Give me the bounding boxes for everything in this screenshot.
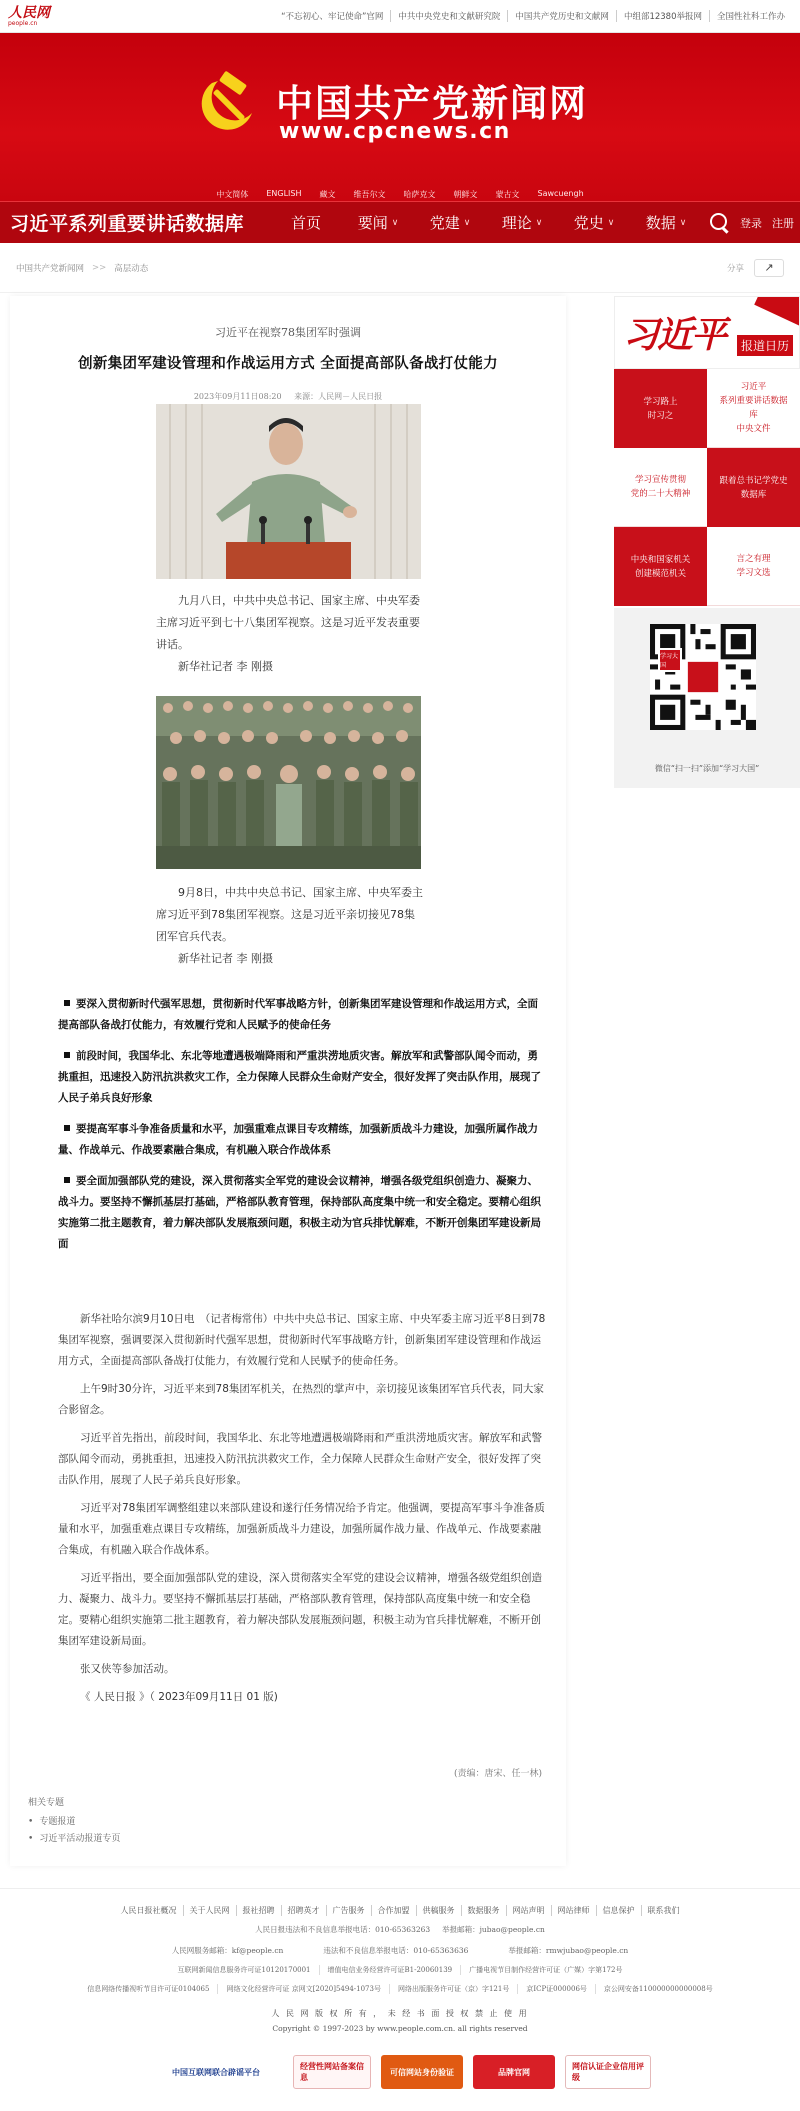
search-icon[interactable] [710, 213, 730, 233]
key-points [58, 994, 548, 1265]
footer-badges [0, 2055, 800, 2089]
related-title: 相关专题 [28, 1798, 65, 1808]
footer-link[interactable]: 报社招聘 [236, 1905, 281, 1916]
article-paragraph: 习近平首先指出，前段时间，我国华北、东北等地遭遇极端降雨和严重洪涝地质灾害。解放军和武警部队闻令而动，勇挑重担，迅速投入防汛抗洪救灾工作，全力保障人民群众生命财产安全，很好发挥了突击队作用，展现了人民子弟兵良好形象。 [58, 1432, 542, 1486]
breadcrumb-home[interactable]: 中国共产党新闻网 [16, 263, 85, 274]
top-link[interactable]: 全国性社科工作办 [709, 10, 792, 22]
topic-tile-label: 言之有理 学习文选 [736, 554, 771, 578]
key-point [58, 994, 548, 1036]
qr-code-icon [650, 624, 756, 730]
footer-license-row [0, 1965, 800, 1975]
qr-caption: 微信“扫一扫”添加“学习大国” [654, 764, 760, 773]
article-source-line: 《 人民日报 》（ 2023年09月11日 01 版) [80, 1691, 278, 1703]
nav-right [710, 213, 800, 233]
speech-photo-image [156, 404, 421, 579]
share-area [727, 259, 784, 277]
license-item[interactable]: 广播电视节目制作经营许可证（广媒）字第172号 [460, 1965, 630, 1975]
site-url: www.cpcnews.cn [279, 119, 511, 144]
chevron-down-icon: ∨ [391, 217, 399, 228]
photo-caption-2 [156, 882, 424, 970]
key-point-text: 要全面加强部队党的建设，深入贯彻落实全军党的建设会议精神，增强各级党组织创造力、凝聚力、战斗力。要坚持不懈抓基层打基础，严格部队教育管理，保持部队高度集中统一和安全稳定。要精心组织实施第二批主题教育，着力解决部队发展瓶颈问题，积极主动为官兵排忧解难，不断开创集团军建设新局面 [58, 1175, 541, 1250]
caption-credit: 新华社记者 李 刚摄 [178, 660, 273, 673]
top-links [274, 10, 792, 22]
nav-item-history[interactable] [558, 202, 630, 243]
site-title: 中国共产党新闻网 [276, 82, 588, 125]
related-item[interactable]: • 习近平活动报道专页 [28, 1831, 120, 1848]
copyright-cn: 人 民 网 版 权 所 有 ， 未 经 书 面 授 权 禁 止 使 用 [271, 2009, 529, 2018]
nav-item-label: 理论 [501, 214, 532, 232]
language-link[interactable]: 哈萨克文 [403, 190, 436, 199]
qr-panel [614, 608, 800, 788]
related-topics [28, 1795, 120, 1848]
footer-link[interactable]: 人民日报社概况 [120, 1906, 177, 1915]
topic-grid [614, 369, 800, 606]
top-bar [0, 0, 800, 33]
top-link[interactable]: 中组部12380举报网 [616, 10, 709, 22]
caption-text: 9月8日，中共中央总书记、国家主席、中央军委主席习近平到78集团军视察。这是习近平亲切接见78集团军官兵代表。 [156, 886, 423, 943]
topic-tile-label: 中央和国家机关 创建模范机关 [630, 554, 691, 579]
topic-tile-label: 学习路上 时习之 [643, 396, 678, 421]
topic-tile-label: 习近平 系列重要讲话数据库 中央文件 [719, 382, 788, 434]
license-item[interactable]: 京ICP证000006号 [517, 1984, 595, 1994]
report-phone: 人民日报违法和不良信息举报电话：010-65363263 [255, 1925, 431, 1934]
breadcrumb-section[interactable]: 高层动态 [114, 263, 149, 274]
calendar-banner[interactable] [614, 296, 800, 369]
login-link[interactable]: 登录 [740, 216, 762, 230]
bullet-icon [64, 1177, 70, 1183]
bullet-icon [64, 1125, 70, 1131]
footer-link[interactable]: 广告服务 [326, 1905, 371, 1916]
caption-credit: 新华社记者 李 刚摄 [178, 952, 273, 965]
sidebar [614, 296, 800, 788]
bullet-icon [64, 1000, 70, 1006]
nav-item-label: 党史 [573, 214, 604, 232]
party-emblem-icon [198, 69, 262, 133]
top-link[interactable]: 中共中央党史和文献研究院 [390, 10, 507, 22]
topic-tile[interactable] [614, 448, 707, 527]
article-container [10, 296, 566, 1866]
article-pretitle: 习近平在视察78集团军时强调 [215, 326, 361, 339]
nav-item-party[interactable] [414, 202, 486, 243]
chevron-down-icon: ∨ [535, 217, 543, 228]
nav-item-label: 要闻 [357, 214, 388, 232]
chevron-down-icon: ∨ [607, 217, 615, 228]
chevron-down-icon: ∨ [463, 217, 471, 228]
article-editor: (责编：唐宋、任一林) [453, 1769, 542, 1779]
key-point-text: 前段时间，我国华北、东北等地遭遇极端降雨和严重洪涝地质灾害。解放军和武警部队闻令而动，勇挑重担，迅速投入防汛抗洪救灾工作，全力保障人民群众生命财产安全，很好发挥了突击队作用，展现了人民子弟兵良好形象 [58, 1050, 541, 1104]
article-paragraph: 张又侠等参加活动。 [80, 1663, 175, 1675]
credit-rating-badge[interactable]: 网信认证企业信用评级 [565, 2055, 651, 2089]
top-link[interactable]: “不忘初心、牢记使命”官网 [281, 12, 384, 22]
article-source[interactable]: 来源：人民网－人民日报 [294, 392, 383, 401]
breadcrumb-separator: >> [92, 262, 107, 273]
article-paragraph: 上午9时30分许，习近平来到78集团军机关，在热烈的掌声中，亲切接见该集团军官兵代表，同大家合影留念。 [58, 1383, 544, 1416]
chevron-down-icon: ∨ [679, 217, 687, 228]
language-link[interactable]: 藏文 [319, 190, 336, 199]
brand-site-badge[interactable]: 品牌官网 [473, 2055, 555, 2089]
footer-link[interactable]: 网站声明 [506, 1905, 551, 1916]
site-footer [0, 1888, 800, 2111]
photo-caption-1 [156, 590, 424, 678]
license-item[interactable]: 网络出版服务许可证（京）字121号 [389, 1984, 517, 1994]
footer-link[interactable]: 招聘英才 [281, 1905, 326, 1916]
license-item[interactable]: 信息网络传播视听节目许可证0104065 [87, 1985, 210, 1993]
footer-report-line [0, 1924, 800, 1935]
copyright-en: Copyright © 1997-2023 by www.people.com.cn. all rights reserved [272, 2024, 528, 2033]
rumor-platform-badge[interactable]: 中国互联网联合辟谣平台 [149, 2055, 283, 2089]
calendar-banner-title: 习近平 [623, 314, 726, 356]
nav-item-label: 首页 [290, 214, 321, 232]
key-point [58, 1119, 548, 1161]
license-item[interactable]: 网络文化经营许可证 京网文[2020]5494-1073号 [217, 1984, 389, 1994]
topic-tile[interactable] [707, 369, 800, 448]
language-link[interactable]: ENGLISH [266, 189, 302, 198]
key-point-text: 要提高军事斗争准备质量和水平，加强重难点课目专攻精练，加强新质战斗力建设，加强所属作战力量、作战单元、作战要素融合集成，有机融入联合作战体系 [58, 1123, 538, 1156]
people-logo[interactable] [8, 6, 50, 27]
footer-link[interactable]: 联系我们 [641, 1905, 686, 1916]
article-paragraph: 习近平指出，要全面加强部队党的建设，深入贯彻落实全军党的建设会议精神，增强各级党组织创造力、凝聚力、战斗力。要坚持不懈抓基层打基础，严格部队教育管理，保持部队高度集中统一和安全稳定。要精心组织实施第二批主题教育，着力解决部队发展瓶颈问题，积极主动为官兵排忧解难，不断开创集团军建设新局面。 [58, 1572, 542, 1647]
people-logo-sub: people.cn [8, 19, 38, 27]
nav-item-label: 党建 [429, 214, 460, 232]
footer-link[interactable]: 关于人民网 [183, 1905, 236, 1916]
topic-tile-label: 学习宣传贯彻 党的二十大精神 [630, 475, 691, 499]
trusted-site-badge[interactable]: 可信网站身份验证 [381, 2055, 463, 2089]
share-label: 分享 [726, 263, 744, 274]
footer-contact-row [0, 1945, 800, 1956]
nav-item-label: 数据 [645, 214, 676, 232]
key-point [58, 1046, 548, 1109]
calendar-banner-sub: 报道日历 [737, 335, 793, 356]
main-nav [0, 201, 800, 243]
caption-text: 九月八日，中共中央总书记、国家主席、中央军委主席习近平到七十八集团军视察。这是习近平发表重要讲话。 [156, 594, 420, 651]
language-link[interactable]: 中文简体 [216, 190, 249, 199]
service-email: 人民网服务邮箱：kf@people.cn [171, 1946, 284, 1955]
illegal-email: 举报邮箱：rmwjubao@people.cn [508, 1946, 629, 1955]
report-email: 举报邮箱：jubao@people.cn [442, 1925, 545, 1934]
license-item[interactable]: 互联网新闻信息服务许可证10120170001 [177, 1966, 311, 1974]
nav-item-home[interactable] [270, 202, 342, 243]
language-links [0, 189, 800, 200]
license-item[interactable]: 增值电信业务经营许可证B1-20060139 [319, 1965, 461, 1975]
nav-item-data[interactable] [630, 202, 702, 243]
register-link[interactable]: 注册 [772, 216, 794, 230]
license-item[interactable]: 京公网安备110000000000008号 [595, 1984, 721, 1994]
footer-link[interactable]: 供稿服务 [416, 1905, 461, 1916]
topic-tile-label: 跟着总书记学党史 数据库 [719, 475, 788, 500]
footer-link[interactable]: 数据服务 [461, 1905, 506, 1916]
nav-brand[interactable]: 习近平系列重要讲话数据库 [10, 213, 245, 235]
related-item[interactable]: • 专题报道 [28, 1814, 120, 1831]
footer-links [0, 1905, 800, 1916]
footer-link[interactable]: 合作加盟 [371, 1905, 416, 1916]
footer-link[interactable]: 网站律师 [551, 1905, 596, 1916]
people-logo-text: 人民网 [8, 4, 50, 21]
footer-link[interactable]: 信息保护 [596, 1905, 641, 1916]
nav-items [270, 202, 702, 243]
share-icon[interactable]: ↗ [754, 259, 784, 277]
article-paragraph: 习近平对78集团军调整组建以来部队建设和遂行任务情况给予肯定。他强调，要提高军事斗争准备质量和水平，加强重难点课目专攻精练，加强新质战斗力建设，加强所属作战力量、作战单元、作战要素融合集成，有机融入联合作战体系。 [58, 1502, 545, 1556]
topic-tile[interactable] [614, 527, 707, 606]
article-photo-group [156, 696, 421, 869]
topic-tile[interactable] [707, 527, 800, 606]
qr-badge: 学习大国 [658, 648, 682, 672]
language-link[interactable]: 维吾尔文 [353, 190, 386, 199]
footer-license-row-2 [0, 1984, 800, 1994]
site-banner [0, 33, 800, 201]
language-link[interactable]: 朝鲜文 [453, 190, 478, 199]
top-link[interactable]: 中国共产党历史和文献网 [507, 10, 616, 22]
article-paragraph: 新华社哈尔滨9月10日电 （记者梅常伟）中共中央总书记、国家主席、中央军委主席习近平8日到78集团军视察，强调要深入贯彻新时代强军思想，贯彻新时代军事战略方针，创新集团军建设管理和作战运用方式，全面提高部队备战打仗能力，有效履行党和人民赋予的使命任务。 [58, 1313, 546, 1367]
group-photo-image [156, 696, 421, 869]
bullet-icon [64, 1052, 70, 1058]
key-point-text: 要深入贯彻新时代强军思想，贯彻新时代军事战略方针，创新集团军建设管理和作战运用方式，全面提高部队备战打仗能力，有效履行党和人民赋予的使命任务 [58, 998, 538, 1031]
article-body [58, 1309, 548, 1715]
topic-tile[interactable] [707, 448, 800, 527]
article-meta [10, 391, 566, 402]
article-photo-speech [156, 404, 421, 579]
nav-item-news[interactable] [342, 202, 414, 243]
article-headline: 创新集团军建设管理和作战运用方式 全面提高部队备战打仗能力 [78, 356, 498, 372]
nav-item-theory[interactable] [486, 202, 558, 243]
banner-decoration [754, 296, 800, 330]
key-point [58, 1171, 548, 1255]
topic-tile[interactable] [614, 369, 707, 448]
icp-badge[interactable]: 经营性网站备案信息 [293, 2055, 371, 2089]
language-link[interactable]: Sawcuengh [537, 189, 584, 198]
illegal-phone: 违法和不良信息举报电话：010-65363636 [323, 1946, 469, 1955]
article-date: 2023年09月11日08:20 [193, 392, 282, 401]
breadcrumb [0, 243, 800, 293]
language-link[interactable]: 蒙古文 [495, 190, 520, 199]
